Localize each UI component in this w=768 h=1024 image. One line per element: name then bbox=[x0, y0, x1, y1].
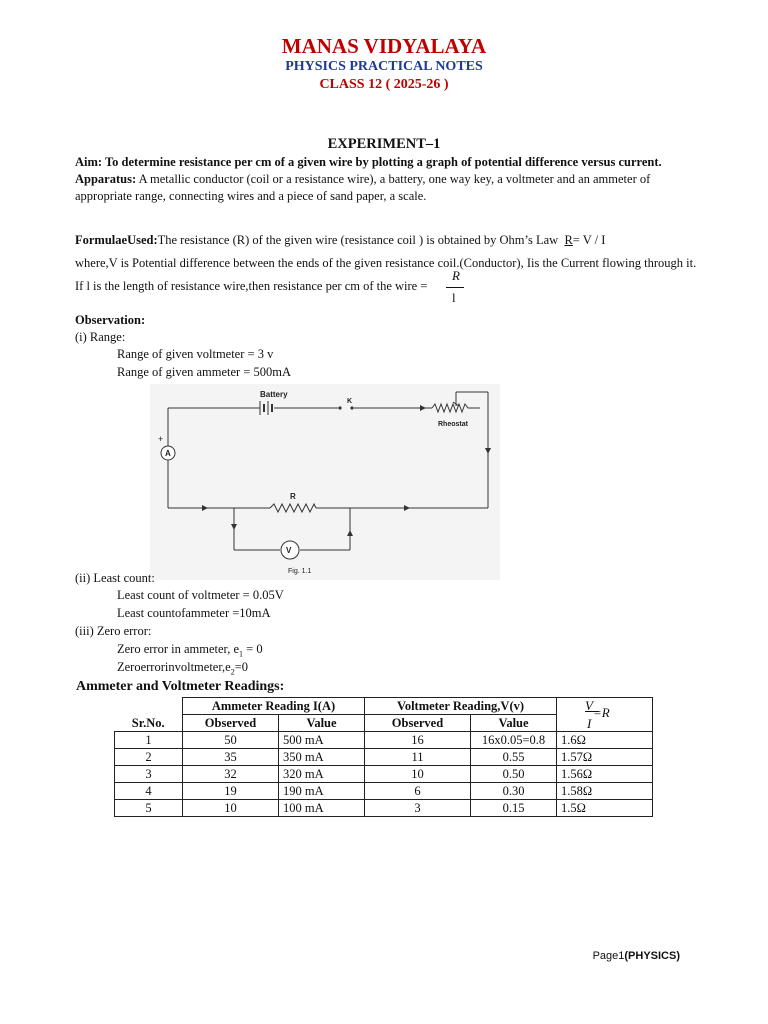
cell-v-obs: 10 bbox=[365, 766, 471, 783]
voltmeter-ze-suffix: =0 bbox=[234, 660, 248, 674]
school-name: MANAS VIDYALAYA bbox=[281, 34, 487, 58]
col-ammeter-observed: Observed bbox=[183, 715, 279, 732]
formula-label: FormulaeUsed: bbox=[75, 233, 158, 247]
apparatus-label: Apparatus: bbox=[75, 172, 137, 186]
table-row bbox=[115, 800, 653, 817]
table-row bbox=[115, 783, 653, 800]
class-line: CLASS 12 ( 2025-26 ) bbox=[319, 77, 449, 92]
cell-a-val: 320 mA bbox=[279, 766, 365, 783]
aim-line bbox=[75, 155, 662, 170]
ammeter-ze-suffix: = 0 bbox=[243, 642, 263, 656]
voltmeter-range: Range of given voltmeter = 3 v bbox=[117, 347, 274, 361]
range-heading: (i) Range: bbox=[75, 330, 126, 344]
footer-subject: (PHYSICS) bbox=[624, 950, 680, 962]
cell-a-obs: 19 bbox=[183, 783, 279, 800]
ammeter-range: Range of given ammeter = 500mA bbox=[117, 365, 292, 379]
table-row bbox=[115, 766, 653, 783]
cell-v-obs: 6 bbox=[365, 783, 471, 800]
ammeter-ze-prefix: Zero error in ammeter, e bbox=[117, 642, 240, 656]
cell-a-val: 100 mA bbox=[279, 800, 365, 817]
cell-v-obs: 11 bbox=[365, 749, 471, 766]
cell-a-obs: 10 bbox=[183, 800, 279, 817]
apparatus-line-2: appropriate range, connecting wires and a piece of sand paper, a scale. bbox=[75, 189, 427, 203]
key-label: K bbox=[347, 398, 353, 405]
cell-r: 1.5Ω bbox=[557, 800, 653, 817]
table-row bbox=[115, 749, 653, 766]
cell-v-val: 16x0.05=0.8 bbox=[471, 732, 557, 749]
cell-v-obs: 16 bbox=[365, 732, 471, 749]
col-voltmeter-observed: Observed bbox=[365, 715, 471, 732]
formula-text: The resistance (R) of the given wire (resistance coil ) is obtained by Ohm’s Law bbox=[157, 233, 559, 247]
apparatus-text-1: A metallic conductor (coil or a resistance wire), a battery, one way key, a voltmeter and an ammeter of bbox=[138, 172, 651, 186]
observation-heading: Observation: bbox=[75, 313, 146, 327]
figure-caption: Fig. 1.1 bbox=[288, 568, 312, 575]
readings-table bbox=[114, 697, 653, 817]
col-srno: Sr.No. bbox=[115, 698, 183, 732]
fraction-numerator: R bbox=[452, 268, 460, 283]
cell-a-val: 190 mA bbox=[279, 783, 365, 800]
ammeter-plus: + bbox=[158, 434, 164, 444]
voltmeter-ze-prefix: Zeroerrorinvoltmeter,e bbox=[117, 660, 231, 674]
voltmeter-ze-sub: 2 bbox=[230, 667, 235, 677]
cell-sr: 1 bbox=[115, 732, 183, 749]
cell-sr: 4 bbox=[115, 783, 183, 800]
cell-a-obs: 35 bbox=[183, 749, 279, 766]
ammeter-least-count: Least countofammeter =10mA bbox=[117, 606, 271, 620]
experiment-title: EXPERIMENT–1 bbox=[327, 136, 441, 152]
ammeter-letter: A bbox=[165, 449, 171, 458]
cell-v-val: 0.30 bbox=[471, 783, 557, 800]
cell-a-obs: 50 bbox=[183, 732, 279, 749]
apparatus-line-1 bbox=[75, 172, 650, 187]
cell-r: 1.57Ω bbox=[557, 749, 653, 766]
col-ammeter-value: Value bbox=[279, 715, 365, 732]
ammeter-zero-error bbox=[117, 642, 263, 659]
per-cm-text: If l is the length of resistance wire,then resistance per cm of the wire = bbox=[75, 279, 428, 293]
col-voltmeter-value: Value bbox=[471, 715, 557, 732]
battery-label: Battery bbox=[260, 390, 288, 399]
least-count-heading: (ii) Least count: bbox=[75, 571, 155, 585]
group-ammeter: Ammeter Reading I(A) bbox=[183, 698, 365, 715]
document-subtitle: PHYSICS PRACTICAL NOTES bbox=[285, 59, 483, 74]
cell-r: 1.6Ω bbox=[557, 732, 653, 749]
resistor-label: R bbox=[290, 492, 296, 501]
ohms-law-rest: = V / I bbox=[572, 233, 606, 247]
cell-v-obs: 3 bbox=[365, 800, 471, 817]
voltmeter-letter: V bbox=[286, 546, 292, 555]
rheostat-label: Rheostat bbox=[438, 421, 468, 428]
cell-a-val: 350 mA bbox=[279, 749, 365, 766]
cell-sr: 2 bbox=[115, 749, 183, 766]
cell-v-val: 0.55 bbox=[471, 749, 557, 766]
fraction-bar bbox=[446, 287, 464, 288]
circuit-diagram bbox=[150, 384, 500, 580]
ohms-law-r: R bbox=[564, 233, 573, 247]
page-number: Page1 bbox=[592, 950, 625, 962]
formula-where: where,V is Potential difference between the ends of the given resistance coil.(Conductor), Iis the Current flowing through it. bbox=[75, 256, 697, 270]
voltmeter-zero-error bbox=[117, 660, 248, 677]
col-ratio bbox=[557, 698, 653, 732]
cell-v-val: 0.50 bbox=[471, 766, 557, 783]
cell-sr: 3 bbox=[115, 766, 183, 783]
diagram-background bbox=[150, 384, 500, 580]
zero-error-heading: (iii) Zero error: bbox=[75, 624, 152, 638]
readings-heading: Ammeter and Voltmeter Readings: bbox=[76, 679, 285, 694]
page-footer bbox=[593, 950, 680, 962]
cell-a-obs: 32 bbox=[183, 766, 279, 783]
cell-v-val: 0.15 bbox=[471, 800, 557, 817]
cell-r: 1.58Ω bbox=[557, 783, 653, 800]
ratio-bar bbox=[585, 711, 599, 712]
cell-sr: 5 bbox=[115, 800, 183, 817]
fraction-denominator: l bbox=[452, 290, 456, 305]
voltmeter-least-count: Least count of voltmeter = 0.05V bbox=[117, 588, 284, 602]
ratio-denominator: I bbox=[587, 716, 592, 731]
ratio-eq: =R bbox=[593, 705, 610, 720]
aim-label: Aim: bbox=[75, 155, 103, 169]
table-header-row-1 bbox=[115, 698, 653, 715]
cell-a-val: 500 mA bbox=[279, 732, 365, 749]
ratio-numerator: V bbox=[585, 698, 593, 713]
cell-r: 1.56Ω bbox=[557, 766, 653, 783]
ammeter-ze-sub: 1 bbox=[239, 649, 244, 659]
table-row bbox=[115, 732, 653, 749]
formula-line bbox=[75, 233, 605, 248]
aim-text: To determine resistance per cm of a given wire by plotting a graph of potential difference versus current. bbox=[104, 155, 662, 169]
group-voltmeter: Voltmeter Reading,V(v) bbox=[365, 698, 557, 715]
